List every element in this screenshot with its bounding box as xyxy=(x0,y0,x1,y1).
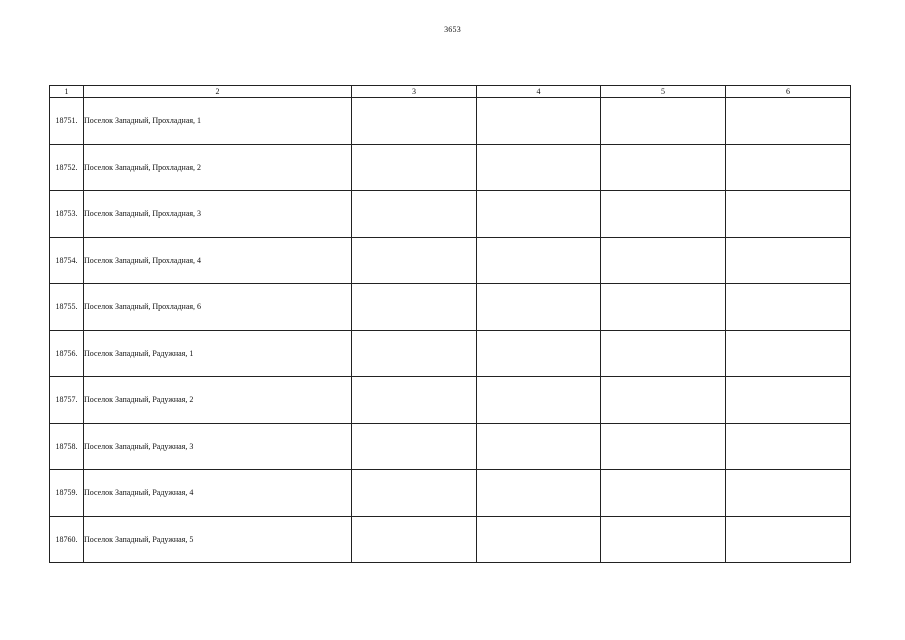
empty-cell xyxy=(601,284,726,331)
empty-cell xyxy=(477,191,601,238)
empty-cell xyxy=(601,237,726,284)
empty-cell xyxy=(352,284,477,331)
empty-cell xyxy=(352,144,477,191)
table-row xyxy=(50,284,851,331)
header-col-2: 2 xyxy=(84,86,352,98)
header-row xyxy=(50,86,851,98)
row-number: 18757. xyxy=(50,377,84,424)
row-address: Поселок Западный, Радужная, 4 xyxy=(84,470,352,517)
empty-cell xyxy=(477,284,601,331)
empty-cell xyxy=(601,470,726,517)
table-row xyxy=(50,191,851,238)
empty-cell xyxy=(601,144,726,191)
empty-cell xyxy=(601,377,726,424)
row-address: Поселок Западный, Прохладная, 4 xyxy=(84,237,352,284)
empty-cell xyxy=(352,98,477,145)
table-body xyxy=(50,98,851,563)
table-row xyxy=(50,423,851,470)
row-address: Поселок Западный, Радужная, 3 xyxy=(84,423,352,470)
row-number: 18759. xyxy=(50,470,84,517)
empty-cell xyxy=(477,516,601,563)
page-number: 3653 xyxy=(444,25,461,34)
row-address: Поселок Западный, Прохладная, 6 xyxy=(84,284,352,331)
registry-table xyxy=(49,85,851,563)
empty-cell xyxy=(726,377,851,424)
row-number: 18752. xyxy=(50,144,84,191)
empty-cell xyxy=(601,191,726,238)
header-col-5: 5 xyxy=(601,86,726,98)
header-col-3: 3 xyxy=(352,86,477,98)
table-row xyxy=(50,330,851,377)
row-address: Поселок Западный, Радужная, 5 xyxy=(84,516,352,563)
row-number: 18755. xyxy=(50,284,84,331)
empty-cell xyxy=(352,423,477,470)
row-address: Поселок Западный, Прохладная, 2 xyxy=(84,144,352,191)
table-row xyxy=(50,470,851,517)
empty-cell xyxy=(726,144,851,191)
empty-cell xyxy=(477,423,601,470)
empty-cell xyxy=(726,470,851,517)
header-col-1: 1 xyxy=(50,86,84,98)
empty-cell xyxy=(352,516,477,563)
row-number: 18751. xyxy=(50,98,84,145)
table-header xyxy=(50,86,851,98)
table-row xyxy=(50,516,851,563)
empty-cell xyxy=(477,470,601,517)
table-row xyxy=(50,144,851,191)
row-number: 18754. xyxy=(50,237,84,284)
empty-cell xyxy=(726,237,851,284)
row-number: 18760. xyxy=(50,516,84,563)
row-address: Поселок Западный, Радужная, 1 xyxy=(84,330,352,377)
row-address: Поселок Западный, Прохладная, 1 xyxy=(84,98,352,145)
row-number: 18753. xyxy=(50,191,84,238)
empty-cell xyxy=(726,330,851,377)
empty-cell xyxy=(726,423,851,470)
empty-cell xyxy=(352,191,477,238)
row-address: Поселок Западный, Радужная, 2 xyxy=(84,377,352,424)
empty-cell xyxy=(726,191,851,238)
row-number: 18758. xyxy=(50,423,84,470)
empty-cell xyxy=(601,516,726,563)
empty-cell xyxy=(601,98,726,145)
empty-cell xyxy=(601,423,726,470)
empty-cell xyxy=(352,237,477,284)
table-row xyxy=(50,237,851,284)
header-col-4: 4 xyxy=(477,86,601,98)
empty-cell xyxy=(477,237,601,284)
empty-cell xyxy=(477,98,601,145)
empty-cell xyxy=(477,377,601,424)
empty-cell xyxy=(726,284,851,331)
table-row xyxy=(50,98,851,145)
empty-cell xyxy=(352,470,477,517)
empty-cell xyxy=(477,144,601,191)
empty-cell xyxy=(601,330,726,377)
row-number: 18756. xyxy=(50,330,84,377)
empty-cell xyxy=(726,516,851,563)
empty-cell xyxy=(352,330,477,377)
table-row xyxy=(50,377,851,424)
empty-cell xyxy=(726,98,851,145)
empty-cell xyxy=(352,377,477,424)
header-col-6: 6 xyxy=(726,86,851,98)
empty-cell xyxy=(477,330,601,377)
row-address: Поселок Западный, Прохладная, 3 xyxy=(84,191,352,238)
